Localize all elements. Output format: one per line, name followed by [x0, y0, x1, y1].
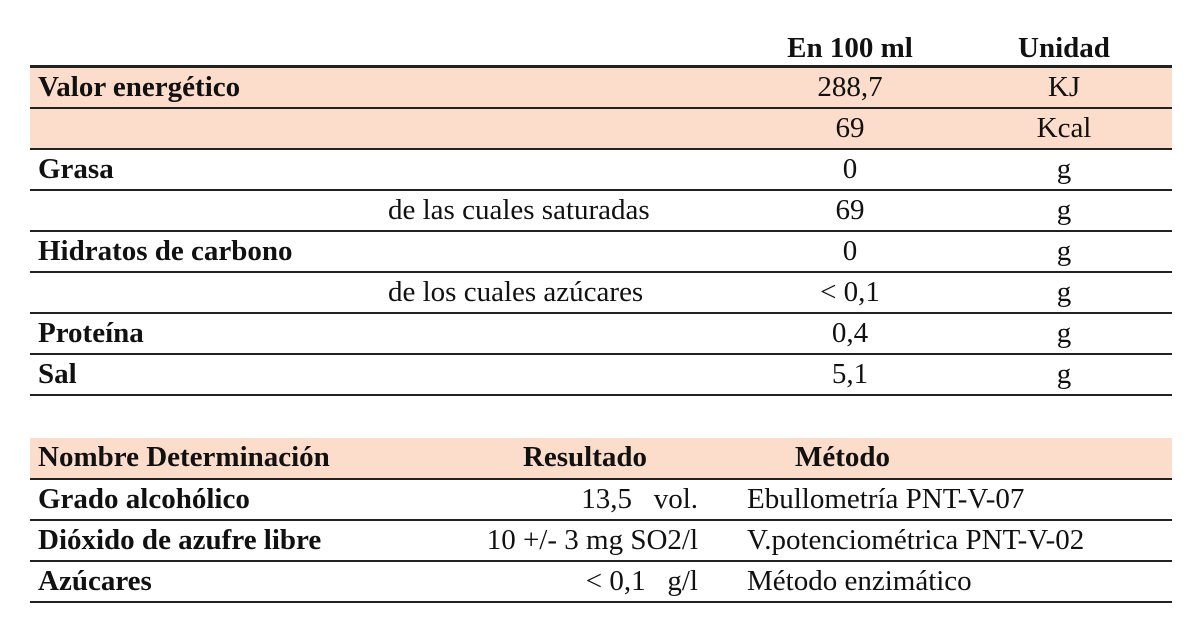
nutrient-unit: g [1056, 235, 1072, 267]
nutrient-value: 0,4 [831, 317, 869, 349]
nutrient-unit: g [1056, 153, 1072, 185]
determination-name: Dióxido de azufre libre [38, 524, 322, 556]
nutrient-name: Sal [38, 358, 77, 390]
determination-method: V.potenciométrica PNT-V-02 [747, 524, 1085, 556]
nutrient-value: 5,1 [831, 358, 869, 390]
nutrition-row [30, 232, 1172, 273]
nutrient-name: Proteína [38, 317, 144, 349]
nutrient-value: 0 [842, 153, 858, 185]
analysis-row [30, 521, 1172, 562]
method-header: Método [795, 441, 891, 473]
nutrient-value: 69 [835, 112, 865, 144]
nutrition-row [30, 109, 1172, 150]
nutrient-unit: g [1056, 194, 1072, 226]
nutrition-row [30, 68, 1172, 109]
determination-method: Método enzimático [747, 565, 972, 597]
analysis-table [30, 438, 1172, 603]
analysis-row [30, 480, 1172, 521]
determination-result: < 0,1 g/l [585, 565, 698, 597]
nutrient-name: Valor energético [38, 71, 241, 103]
nutrient-value: < 0,1 [820, 276, 880, 308]
analysis-row [30, 562, 1172, 603]
nutrient-name: Grasa [38, 153, 114, 185]
nutrition-header-row [30, 25, 1172, 68]
nutrition-row [30, 150, 1172, 191]
nutrient-name: Hidratos de carbono [38, 235, 293, 267]
nutrition-row [30, 273, 1172, 314]
nutrient-unit: g [1056, 358, 1072, 390]
nutrient-subname: de los cuales azúcares [388, 276, 644, 308]
nutrient-value: 0 [842, 235, 858, 267]
determination-name: Azúcares [38, 565, 152, 597]
nutrient-unit: Kcal [1036, 112, 1092, 144]
nutrition-row [30, 355, 1172, 396]
nutrient-value: 288,7 [817, 71, 883, 103]
nutrient-unit: g [1056, 276, 1072, 308]
analysis-header-row [30, 438, 1172, 480]
nutrition-table [30, 25, 1172, 396]
nutrient-unit: g [1056, 317, 1072, 349]
determination-name: Grado alcohólico [38, 483, 250, 515]
determination-header: Nombre Determinación [38, 441, 330, 473]
determination-result: 13,5 vol. [581, 483, 698, 515]
nutrient-unit: KJ [1047, 71, 1081, 103]
determination-result: 10 +/- 3 mg SO2/l [486, 524, 698, 556]
nutrient-value: 69 [835, 194, 865, 226]
nutrition-row [30, 191, 1172, 232]
unit-header: Unidad [1018, 32, 1110, 64]
result-header: Resultado [522, 441, 648, 473]
nutrition-row [30, 314, 1172, 355]
nutrient-subname: de las cuales saturadas [388, 194, 650, 226]
determination-method: Ebullometría PNT-V-07 [747, 483, 1025, 515]
per-100ml-header: En 100 ml [787, 32, 913, 64]
